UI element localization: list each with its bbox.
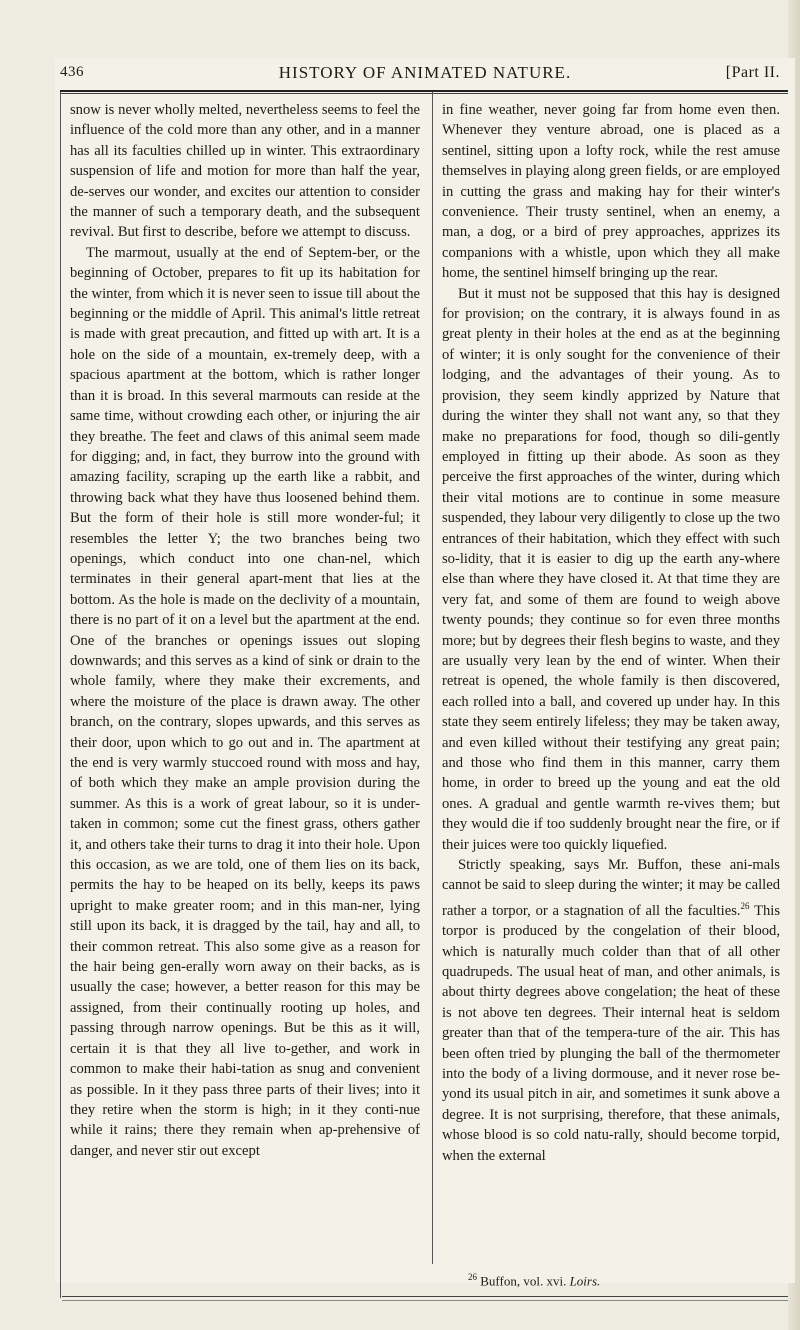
left-column [70, 100, 420, 1161]
left-border-line [60, 92, 61, 1298]
paragraph [442, 855, 780, 1166]
paragraph: But it must not be supposed that this hay is designed for provision; on the contrary, it is always found in as great plenty in their holes at the end as at the beginning of winter; it is only sought for the convenience of their lodging, and the advantages of their young. As to provision, they seem kindly apprized by Nature that during the winter they shall not want any, so that they make no preparations for food, though so dili-gently employed in fitting up their abode. As soon as they perceive the first approaches of the winter, during which their vital motions are to continue in some measure suspended, they labour very diligently to close up the two entrances of their habitation, which they effect with such so-lidity, that it is easier to dig up the earth any-where else than where they have closed it. At that time they are very fat, and some of them are found to weigh above twenty pounds; they continue so for even three months more; but by degrees their flesh begins to waste, and they are usually very lean by the end of winter. When their retreat is opened, the whole family is then discovered, each rolled into a ball, and covered up under hay. In this state they seem entirely lifeless; they may be taken away, and even killed without their testifying any great pain; and those who find them in this manner, carry them home, in order to breed up the young and eat the old ones. A gradual and gentle warmth re-vives them; but they would die if too suddenly brought near the fire, or if their juices were too quickly liquefied. [442, 285, 780, 853]
footer-rule [62, 1296, 788, 1297]
header-rule [60, 90, 788, 92]
paragraph: in fine weather, never going far from home even then. Whenever they venture abroad, one is placed as a sentinel, sitting upon a lofty rock, while the rest amuse themselves in playing along green fields, or are employed in cutting the grass and making hay for their winter's convenience. Their trusty sentinel, when an enemy, a man, a dog, or a bird of prey approaches, apprizes its companions with a whistle, upon which they all make home, the sentinel himself bringing up the rear. [442, 102, 780, 282]
footnote-number: 26 [468, 1272, 477, 1282]
page-number: 436 [60, 64, 84, 80]
page-header [60, 58, 790, 88]
column-divider [432, 92, 433, 1264]
footnote [468, 1272, 778, 1289]
footnote-reference: 26 [740, 900, 750, 911]
running-title: HISTORY OF ANIMATED NATURE. [278, 63, 572, 82]
paragraph: The marmout, usually at the end of Septem-ber, or the beginning of October, prepares to fit up its habitation for the winter, from which it is never seen to issue till about the beginning or the middle of April. This animal's little retreat is made with great precaution, and fitted up with art. It is a hole on the side of a mountain, ex-tremely deep, with a spacious apartment at the bottom, which is rather longer than it is broad. In this several marmouts can reside at the same time, without crowding each other, or injuring the air they breathe. The feet and claws of this animal seem made for digging; and, in fact, they burrow into the ground with amazing facility, scraping up the earth like a rabbit, and throwing back what they have thus loosened behind them. But the form of their hole is still more wonder-ful; it resembles the letter Y; the two branches being two openings, which conduct into one chan-nel, which terminates in their general apart-ment that lies at the bottom. As the hole is made on the declivity of a mountain, there is no part of it on a level but the apartment at the end. One of the branches or openings issues out sloping downwards; and this serves as a kind of sink or drain to the whole family, where they make their excrements, and where the moisture of the place is drawn away. The other branch, on the contrary, slopes upwards, and this serves as their door, upon which to go out and in. The apartment at the end is very warmly stuccoed round with moss and hay, of both which they make an ample provision during the summer. As this is a work of great labour, so it is under-taken in common; some cut the finest grass, others gather it, and others take their turns to drag it into their hole. Upon this occasion, as we are told, one of them lies on its back, permits the hay to be heaped on its belly, keeps its paws upright to make greater room; and in this man-ner, lying still upon its back, it is dragged by the tail, hay and all, to their common retreat. This also some give as a reason for the hair being gen-erally worn away on their backs, as is usually the case; however, a better reason for this may be assigned, from their continually rooting up holes, and passing through narrow openings. But be this as it will, certain it is that they all live to-gether, and work in common to make their habi-tation as snug and convenient as possible. In it they pass three parts of their lives; into it they retire when the storm is high; in it they conti-nue while it rains; there they remain when ap-prehensive of danger, and never stir out except [70, 244, 420, 1159]
paragraph: snow is never wholly melted, nevertheless seems to feel the influence of the cold more than any other, and in a manner has all its faculties chilled up in winter. This extraordinary suspension of life and motion for more than half the year, de-serves our wonder, and excites our attention to consider the manner of such a temporary death, and the subsequent revival. But first to describe, before we attempt to discuss. [70, 102, 420, 241]
footnote-text: Buffon, vol. xvi. [480, 1273, 567, 1289]
right-column [442, 100, 780, 1166]
header-rule-thin [60, 93, 788, 94]
paragraph-text: Strictly speaking, says Mr. Buffon, these ani-mals cannot be said to sleep during the winter; it may be called rather a torpor, or a stagnation of all the faculties. [442, 857, 780, 919]
footer-rule-thin [62, 1300, 788, 1301]
paragraph-text-continued: This torpor is produced by the congelation of their blood, which is naturally much colder than that of all other quadrupeds. The usual heat of man, and other animals, is about thirty degrees above congelation; the heat of these is not above ten degrees. Their internal heat is seldom greater than that of the tempera-ture of the air. This has been often tried by plunging the ball of the thermometer into the body of a living dormouse, and it never rose be-yond its usual pitch in air, and sometimes it sunk above a degree. It is not surprising, therefore, that these animals, whose blood is so cold natu-rally, should become torpid, when the external [442, 902, 781, 1164]
footnote-italic: Loirs. [569, 1273, 601, 1289]
part-label: [Part II. [725, 64, 780, 81]
